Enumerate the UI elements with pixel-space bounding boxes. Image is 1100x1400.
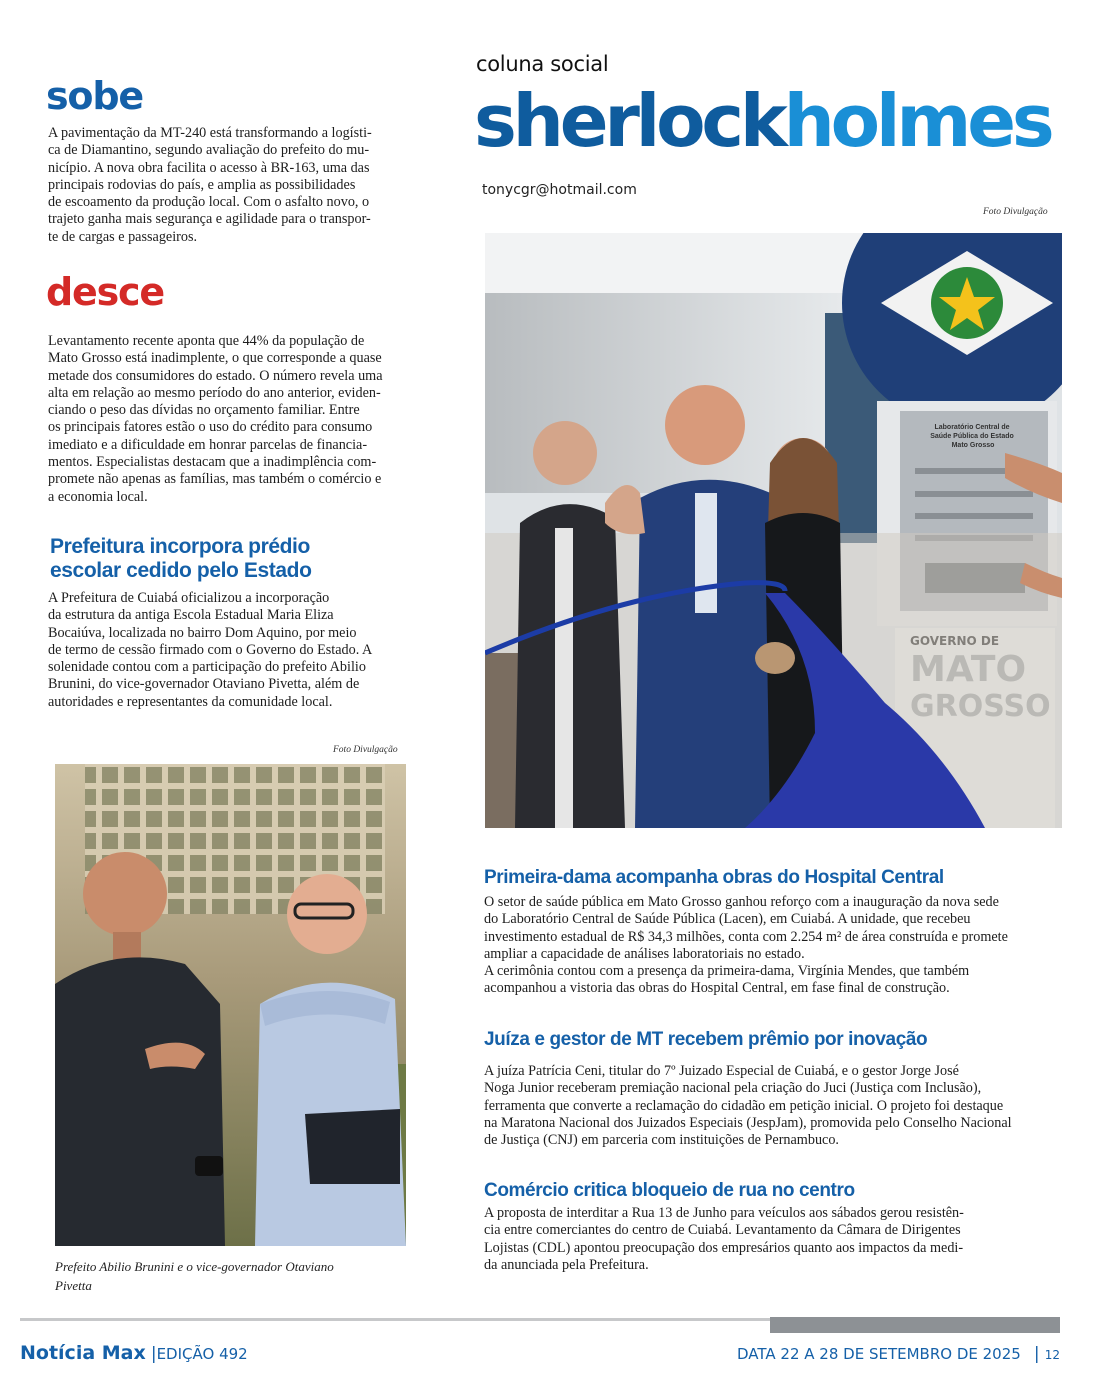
predio-photo-caption: Prefeito Abilio Brunini e o vice-governador Otaviano Pivetta [55,1259,334,1293]
plaque-title-3: Mato Grosso [951,442,995,449]
sobe-title: sobe [46,74,143,118]
predio-title-line1: Prefeitura incorpora prédio [50,535,310,558]
footer-separator: | [150,1344,157,1364]
column-email[interactable]: tonycgr@hotmail.com [482,182,637,198]
brand-sherlock: sherlock [474,79,784,163]
juiza-body: A juíza Patrícia Ceni, titular do 7º Juizado Especial de Cuiabá, e o gestor Jorge José Noga Junior receberam premiação nacional pela criação do Juci (Justiça com Inclusão), ferramenta que converte a reclamação do cidadão em petição inicial. O projeto foi destaque na Maratona Nacional dos Juizados Especiais (JespJam), promovida pelo Conselho Nacional de Justiça (CNJ) em parceria com instituições de Pernambuco. [484,1063,1012,1149]
footer-date: DATA 22 A 28 DE SETEMBRO DE 2025 [737,1345,1021,1363]
footer-left [20,1342,248,1365]
lacen-photo-credit: Foto Divulgação [983,207,1048,217]
footer-brand: Notícia Max [20,1342,146,1364]
comercio-body: A proposta de interditar a Rua 13 de Junho para veículos aos sábados gerou resistên- cia entre comerciantes do centro de Cuiabá. Levantamento da Câmara de Dirigentes Lojistas (CDL) apontou preocupação dos empresários quanto aos impactos da medi- da anunciada pela Prefeitura. [484,1205,964,1273]
plaque-title-2: Saúde Pública do Estado [930,433,1014,440]
footer-edition: EDIÇÃO 492 [156,1345,248,1363]
desce-title: desce [46,270,164,314]
desce-body: Levantamento recente aponta que 44% da população de Mato Grosso está inadimplente, o que corresponde a quase metade dos consumidores do estado. O número revela uma alta em relação ao mesmo período do ano anterior, eviden- ciando o peso das dívidas no orçamento familiar. Entre os principais fatores estão o uso do crédito para consumo imediato e a dificuldade em honrar parcelas de financia- mentos. Especialistas destacam que a inadimplência com- promete não apenas as famílias, mas também o comércio e a economia local. [48,333,383,505]
hospital-body: O setor de saúde pública em Mato Grosso ganhou reforço com a inauguração da nova sede do Laboratório Central de Saúde Pública (Lacen), em Cuiabá. A unidade, que recebeu investimento estadual de R$ 34,3 milhões, conta com 2.254 m² de área construída e promete ampliar a capacidade de análises laboratoriais no estado. A cerimônia contou com a presença da primeira-dama, Virgínia Mendes, que também acompanhou a vistoria das obras do Hospital Central, em fase final de construção. [484,894,1008,997]
juiza-title: Juíza e gestor de MT recebem prêmio por inovação [484,1029,928,1050]
column-brand [474,76,1050,166]
footer-right [737,1344,1060,1365]
predio-photo [55,764,406,1246]
predio-photo-credit: Foto Divulgação [333,745,398,755]
plaque-title-1: Laboratório Central de [934,424,1010,431]
predio-title-line2: escolar cedido pelo Estado [50,559,312,582]
sobe-body: A pavimentação da MT-240 está transformando a logísti- ca de Diamantino, segundo avaliação do prefeito do mu- nicípio. A nova obra facilita o acesso à BR-163, uma das principais rodovias do país, e amplia as possibilidades de escoamento da produção local. Com o asfalto novo, o trajeto ganha mais segurança e agilidade para o transpor- te de cargas e passageiros. [48,125,372,245]
hospital-title: Primeira-dama acompanha obras do Hospital Central [484,867,944,888]
footer-page-separator: | [1033,1344,1040,1364]
brand-holmes: holmes [783,79,1051,163]
predio-title [50,535,312,583]
predio-body: A Prefeitura de Cuiabá oficializou a incorporação da estrutura da antiga Escola Estadual Maria Eliza Bocaiúva, localizada no bairro Dom Aquino, por meio de termo de cessão firmado com o Governo do Estado. A solenidade contou com a participação do prefeito Abilio Brunini, do vice-governador Otaviano Pivetta, além de autoridades e representantes da comunidade local. [48,590,373,710]
predio-photo-image [55,764,406,1246]
lacen-photo [485,233,1062,828]
footer-page-number: 12 [1044,1348,1060,1362]
column-kicker: coluna social [476,52,609,76]
comercio-title: Comércio critica bloqueio de rua no centro [484,1180,855,1201]
footer-rule-accent [770,1317,1060,1333]
lacen-photo-image [485,233,1062,828]
